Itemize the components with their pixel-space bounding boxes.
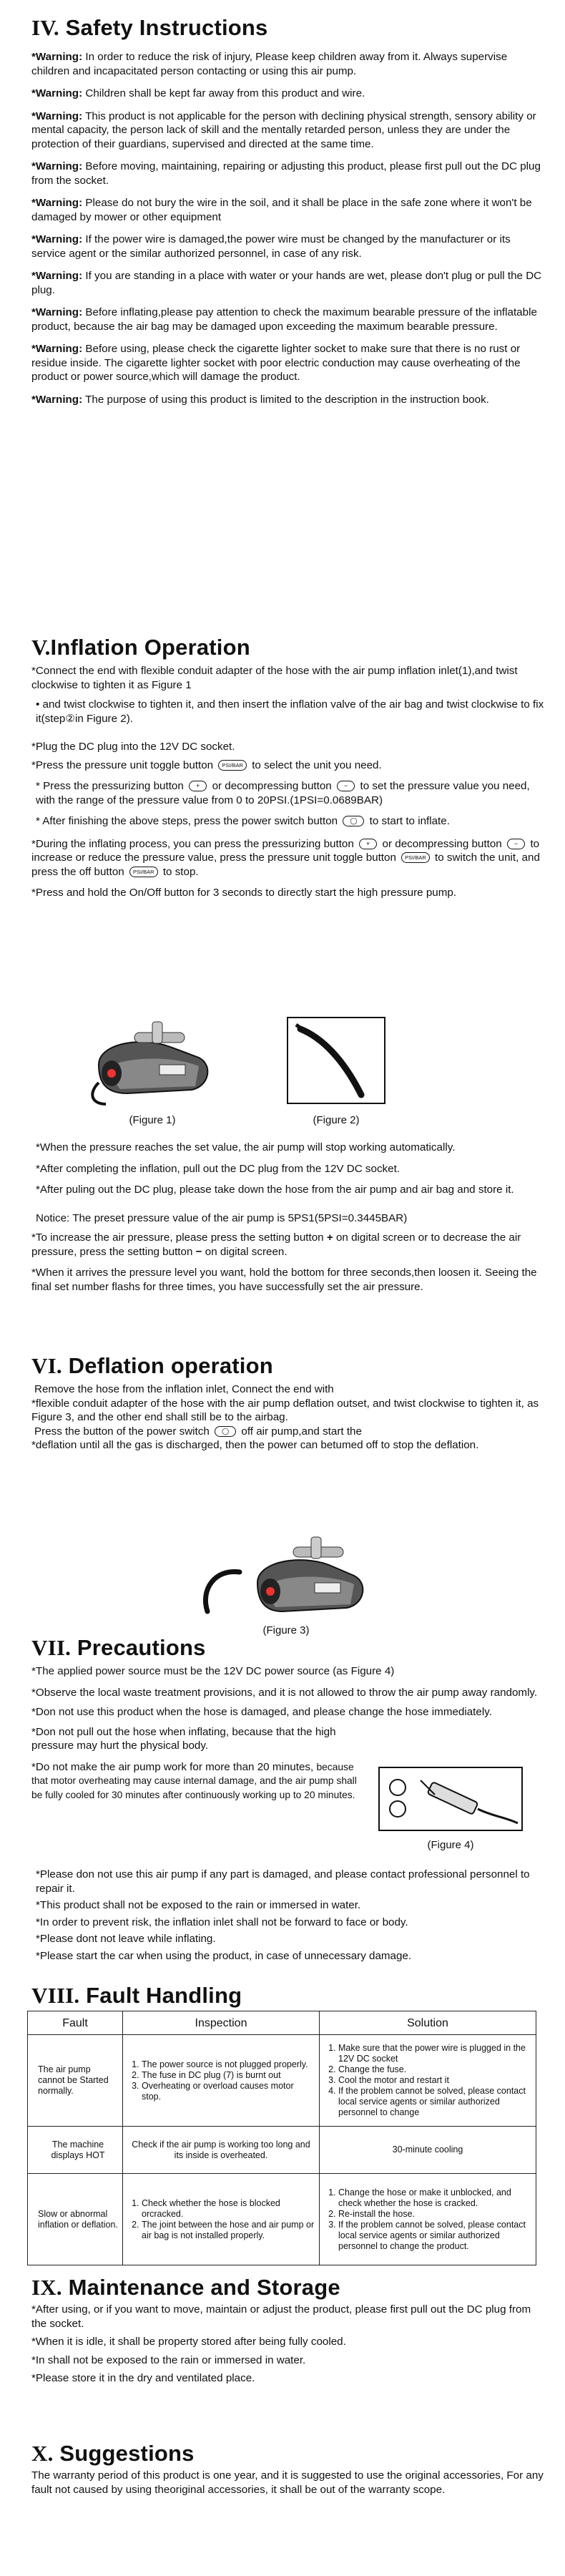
inspection-list bbox=[127, 2059, 315, 2102]
precautions-list bbox=[36, 1868, 551, 1963]
inflation-step-7-e: to stop. bbox=[162, 865, 199, 878]
minus-key: − bbox=[507, 839, 525, 849]
list-item: *When it is idle, it shall be property stored after being fully cooled. bbox=[31, 2336, 346, 2348]
list-item: *This product shall not be exposed to the rain or immersed in water. bbox=[36, 1899, 361, 1911]
inflation-step-4 bbox=[31, 758, 546, 773]
inflation-step-7-d: to switch the unit, and press the off button bbox=[31, 852, 540, 878]
deflation-step-1: Remove the hose from the inflation inlet, Connect the end with bbox=[34, 1383, 334, 1395]
inflation-step-5-c: to set the pressure value you need, with the range of the pressure value from 0 to 20PSI.(1PSI=0.0689BAR) bbox=[36, 780, 530, 806]
figure-3-deflation-illustration bbox=[200, 1533, 372, 1619]
deflation-step-2: *flexible conduit adapter of the hose with the air pump deflation outset, and twist clockwise to tighten it, as Figure 3, and the other end shall still be to the airbag. bbox=[31, 1397, 539, 1423]
inspection-cell bbox=[123, 2174, 320, 2265]
figure-2-caption: (Figure 2) bbox=[313, 1114, 360, 1126]
safety-warning-item bbox=[31, 306, 546, 333]
section-maintenance bbox=[31, 2274, 546, 2386]
fault-table-wrap bbox=[27, 2011, 536, 2265]
section-title-text: Safety Instructions bbox=[65, 15, 268, 40]
deflation-step-3 bbox=[31, 1425, 546, 1439]
section-number: IX. bbox=[31, 2275, 62, 2300]
solution-list bbox=[324, 2043, 531, 2118]
warning-text: If the power wire is damaged,the power wire must be changed by the manufacturer or its service agent or the similar authorized personnel, in case of any risk. bbox=[31, 233, 511, 260]
section-title-text: Inflation Operation bbox=[50, 635, 250, 660]
fault-table-header bbox=[28, 2011, 536, 2035]
inflation-step-7-b: or decompressing button bbox=[382, 837, 502, 850]
safety-warning-item bbox=[31, 393, 546, 407]
inflation-step-6-a: * After finishing the above steps, press the power switch button bbox=[36, 815, 338, 827]
deflation-step-3-b: off air pump,and start the bbox=[241, 1425, 362, 1438]
inflation-step-12 bbox=[31, 1231, 546, 1259]
section-number: IV. bbox=[31, 15, 59, 40]
inflation-step-12-c: on digital screen. bbox=[205, 1245, 288, 1258]
fault-cell: The air pump cannot be Started normally. bbox=[28, 2035, 123, 2127]
precaution-5-b: because that motor overheating may cause internal damage, and the air pump shall be fully cooled for 30 minutes after continuously working up to 20 minutes. bbox=[31, 1761, 357, 1800]
list-item: *Please dont not leave while inflating. bbox=[36, 1933, 216, 1945]
list-item: *After using, or if you want to move, maintain or adjust the product, please first pull out the DC plug from the socket. bbox=[31, 2303, 531, 2330]
safety-warning-item bbox=[31, 160, 546, 187]
precaution-5-a: *Do not make the air pump work for more than 20 minutes, bbox=[31, 1760, 314, 1773]
warning-text: The purpose of using this product is limited to the description in the instruction book. bbox=[85, 393, 489, 406]
figure-2-hose-illustration bbox=[286, 1016, 386, 1109]
precautions-list-block bbox=[36, 1868, 551, 1963]
inflation-step-4-b: to select the unit you need. bbox=[252, 758, 382, 771]
list-item: 1. Change the hose or make it unblocked, and check whether the hose is cracked. bbox=[338, 2187, 531, 2209]
safety-warning-item bbox=[31, 342, 546, 384]
inspection-list bbox=[127, 2198, 315, 2241]
table-row bbox=[28, 2174, 536, 2265]
section-number: X. bbox=[31, 2441, 54, 2466]
psi-bar-toggle-key: PSI/BAR bbox=[129, 867, 158, 877]
section-safety bbox=[31, 14, 546, 406]
list-item: 3. Overheating or overload causes motor stop. bbox=[142, 2081, 315, 2102]
list-item: 1. The power source is not plugged properly. bbox=[142, 2059, 315, 2070]
inspection-cell bbox=[123, 2035, 320, 2127]
warning-text: This product is not applicable for the person with declining physical strength, sensory ability or mental capacity, the person lack of skill and the mentally retarded person, unless they are under the protection of their guardians, supervised and directed at the same time. bbox=[31, 109, 536, 150]
fault-table bbox=[27, 2011, 536, 2265]
section-inflation-cont bbox=[31, 1141, 546, 1294]
section-title-precautions bbox=[31, 1634, 546, 1662]
header-fault: Fault bbox=[28, 2011, 123, 2035]
inflation-step-2: • and twist clockwise to tighten it, and then insert the inflation valve of the air bag and twist clockwise to fix it(step②in Figure 2). bbox=[36, 698, 544, 725]
safety-warning-item bbox=[31, 50, 546, 78]
inflation-step-3: *Plug the DC plug into the 12V DC socket. bbox=[31, 741, 235, 753]
warning-text: Before using, please check the cigarette lighter socket to make sure that there is no rust or residue inside. The cigarette lighter socket with poor electric conduction may cause overheating of the product or power source,which will damage the product. bbox=[31, 343, 521, 383]
list-item: *In shall not be exposed to the rain or immersed in water. bbox=[31, 2353, 306, 2366]
warning-label: *Warning: bbox=[31, 233, 83, 245]
solution-cell bbox=[320, 2174, 536, 2265]
warning-text: If you are standing in a place with water or your hands are wet, please don't plug or pull the DC plug. bbox=[31, 270, 542, 296]
warning-label: *Warning: bbox=[31, 393, 83, 406]
table-row bbox=[28, 2127, 536, 2174]
header-inspection: Inspection bbox=[123, 2011, 320, 2035]
plus-symbol: + bbox=[326, 1231, 333, 1244]
inflation-step-4-a: *Press the pressure unit toggle button bbox=[31, 758, 214, 771]
plus-key: + bbox=[189, 781, 207, 791]
inspection-cell: Check if the air pump is working too long and its inside is overheated. bbox=[123, 2127, 320, 2174]
warning-label: *Warning: bbox=[31, 160, 83, 172]
fault-cell: Slow or abnormal inflation or deflation. bbox=[28, 2174, 123, 2265]
inflation-step-5-b: or decompressing button bbox=[212, 780, 332, 792]
warning-label: *Warning: bbox=[31, 270, 83, 282]
section-title-text: Fault Handling bbox=[86, 1983, 242, 2008]
list-item: 2. Change the fuse. bbox=[338, 2064, 531, 2075]
fault-cell: The machine displays HOT bbox=[28, 2127, 123, 2174]
safety-warning-item bbox=[31, 196, 546, 224]
minus-key: − bbox=[337, 781, 355, 791]
warning-label: *Warning: bbox=[31, 197, 83, 209]
figure-4-caption: (Figure 4) bbox=[427, 1839, 474, 1851]
safety-warning-item bbox=[31, 109, 546, 152]
power-key: ◯ bbox=[215, 1426, 236, 1437]
warning-label: *Warning: bbox=[31, 51, 83, 63]
safety-warning-item bbox=[31, 87, 546, 101]
section-title-text: Deflation operation bbox=[68, 1353, 273, 1378]
safety-warning-item bbox=[31, 233, 546, 260]
list-item: *Please don not use this air pump if any part is damaged, and please contact professional personnel to repair it. bbox=[36, 1868, 530, 1895]
section-fault bbox=[31, 1982, 546, 2009]
inflation-step-5 bbox=[31, 779, 546, 807]
list-item: 1. Make sure that the power wire is plugged in the 12V DC socket bbox=[338, 2043, 531, 2064]
list-item: 3. If the problem cannot be solved, please contact local service agents or similar authorized personnel to change the product. bbox=[338, 2220, 531, 2252]
inflation-step-6 bbox=[31, 814, 546, 829]
warning-label: *Warning: bbox=[31, 306, 83, 318]
section-number: VII. bbox=[31, 1635, 72, 1660]
section-title-maintenance bbox=[31, 2274, 546, 2301]
section-number: VI. bbox=[31, 1353, 62, 1378]
list-item: *In order to prevent risk, the inflation inlet shall not be forward to face or body. bbox=[36, 1916, 408, 1928]
section-deflation bbox=[31, 1352, 546, 1453]
inflation-step-7 bbox=[31, 837, 546, 879]
inflation-step-8: *Press and hold the On/Off button for 3 seconds to directly start the high pressure pump. bbox=[31, 887, 457, 899]
warning-text: Before inflating,please pay attention to check the maximum bearable pressure of the inflatable product, because the air bag may be damaged upon exceeding the maximum bearable pressure. bbox=[31, 306, 537, 333]
section-title-text: Precautions bbox=[77, 1635, 206, 1660]
inflation-step-12-a: *To increase the air pressure, please press the setting button bbox=[31, 1231, 324, 1244]
header-solution: Solution bbox=[320, 2011, 536, 2035]
inflation-notice: Notice: The preset pressure value of the air pump is 5PS1(5PSI=0.3445BAR) bbox=[36, 1211, 408, 1224]
inflation-step-13: *When it arrives the pressure level you want, hold the bottom for three seconds,then loosen it. Seeing the final set number flashs for three times, you have successfully set the air pressure. bbox=[31, 1267, 537, 1293]
inflation-step-12-b: on digital screen or to decrease the air pressure, press the setting button bbox=[31, 1231, 521, 1258]
list-item: *Please start the car when using the product, in case of unnecessary damage. bbox=[36, 1949, 412, 1962]
warning-label: *Warning: bbox=[31, 87, 83, 99]
section-suggestions bbox=[31, 2440, 546, 2497]
warning-label: *Warning: bbox=[31, 109, 83, 122]
inflation-step-5-a: * Press the pressurizing button bbox=[36, 780, 184, 792]
list-item: 4. If the problem cannot be solved, please contact local service agents or similar authorized personnel to change bbox=[338, 2086, 531, 2118]
section-title-fault bbox=[31, 1982, 546, 2009]
list-item: 3. Cool the motor and restart it bbox=[338, 2075, 531, 2086]
list-item: 2. Re-install the hose. bbox=[338, 2209, 531, 2220]
psi-bar-toggle-key: PSI/BAR bbox=[401, 852, 430, 863]
solution-cell: 30-minute cooling bbox=[320, 2127, 536, 2174]
inflation-step-9: *When the pressure reaches the set value, the air pump will stop working automatically. bbox=[36, 1141, 456, 1153]
figure-1-air-pump-illustration bbox=[84, 1015, 220, 1108]
suggestions-text: The warranty period of this product is one year, and it is suggested to use the original accessories, For any fault not caused by using theoriginal accessories, it shall be out of the warranty scope. bbox=[31, 2469, 544, 2496]
inflation-step-6-b: to start to inflate. bbox=[369, 815, 450, 827]
precaution-5 bbox=[31, 1760, 368, 1802]
section-title-deflation bbox=[31, 1352, 546, 1380]
solution-cell bbox=[320, 2035, 536, 2127]
inflation-step-7-a: *During the inflating process, you can press the pressurizing button bbox=[31, 837, 354, 850]
minus-symbol: − bbox=[195, 1245, 202, 1258]
figure-3-caption: (Figure 3) bbox=[262, 1624, 310, 1636]
psi-bar-toggle-key: PSI/BAR bbox=[218, 760, 247, 771]
plus-key: + bbox=[359, 839, 377, 849]
section-number: V. bbox=[31, 635, 51, 660]
section-title-inflation bbox=[31, 634, 546, 661]
section-title-text: Maintenance and Storage bbox=[68, 2275, 340, 2300]
power-key: ◯ bbox=[343, 816, 364, 826]
figure-1-caption: (Figure 1) bbox=[129, 1114, 176, 1126]
warning-text: In order to reduce the risk of injury, Please keep children away from it. Always supervise children and incapacitated person contacting or using this air pump. bbox=[31, 51, 508, 77]
warning-text: Please do not bury the wire in the soil, and it shall be place in the safe zone where it won't be damaged by mower or other equipment bbox=[31, 197, 532, 223]
maintenance-list bbox=[31, 2303, 546, 2386]
deflation-step-4: *deflation until all the gas is discharged, then the power can betumed off to stop the deflation. bbox=[31, 1439, 479, 1451]
safety-warning-item bbox=[31, 269, 546, 297]
warning-text: Children shall be kept far away from this product and wire. bbox=[85, 87, 365, 99]
warning-label: *Warning: bbox=[31, 343, 83, 355]
solution-list bbox=[324, 2187, 531, 2252]
list-item: 1. Check whether the hose is blocked orcracked. bbox=[142, 2198, 315, 2220]
inflation-step-7-c: to increase or reduce the pressure value, press the pressure unit toggle button bbox=[31, 837, 540, 864]
section-title-safety bbox=[31, 14, 546, 42]
precaution-2: *Observe the local waste treatment provisions, and it is not allowed to throw the air pump away randomly. bbox=[31, 1686, 538, 1699]
section-number: VIII. bbox=[31, 1983, 80, 2008]
list-item: *Please store it in the dry and ventilated place. bbox=[31, 2372, 255, 2384]
precaution-3: *Don not use this product when the hose is damaged, and please change the hose immediately. bbox=[31, 1706, 492, 1718]
section-title-text: Suggestions bbox=[59, 2441, 195, 2466]
inflation-step-11: *After puling out the DC plug, please take down the hose from the air pump and air bag and store it. bbox=[36, 1184, 514, 1196]
precaution-4: *Don not pull out the hose when inflating, because that the high pressure may hurt the physical body. bbox=[31, 1725, 336, 1752]
warning-text: Before moving, maintaining, repairing or adjusting this product, please first pull out the DC plug from the socket. bbox=[31, 160, 541, 187]
section-title-suggestions bbox=[31, 2440, 546, 2467]
inflation-step-10: *After completing the inflation, pull out the DC plug from the 12V DC socket. bbox=[36, 1162, 401, 1175]
section-inflation bbox=[31, 634, 546, 900]
precaution-1: *The applied power source must be the 12V DC power source (as Figure 4) bbox=[31, 1665, 395, 1677]
table-row bbox=[28, 2035, 536, 2127]
list-item: 2. The fuse in DC plug (7) is burnt out bbox=[142, 2070, 315, 2081]
list-item: 2. The joint between the hose and air pump or air bag is not installed properly. bbox=[142, 2220, 315, 2241]
deflation-step-3-a: Press the button of the power switch bbox=[34, 1425, 210, 1438]
inflation-step-1: *Connect the end with flexible conduit adapter of the hose with the air pump inflation inlet(1),and twist clockwise to tighten it as Figure 1 bbox=[31, 665, 518, 691]
figure-4-car-socket-illustration bbox=[378, 1766, 524, 1832]
safety-warning-list bbox=[31, 50, 546, 406]
